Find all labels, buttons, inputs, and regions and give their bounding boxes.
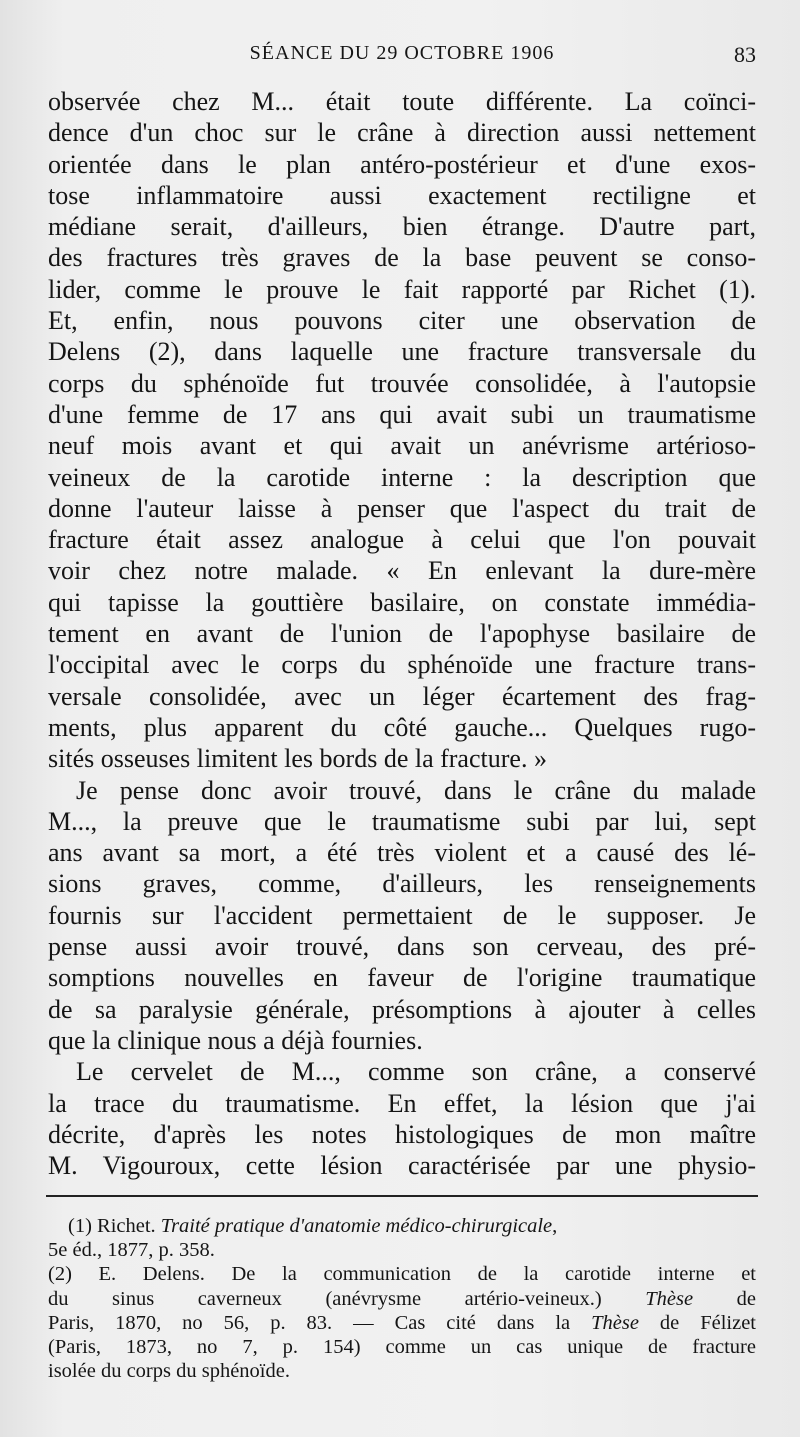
page-header [48,38,756,74]
body-line: sions graves, comme, d'ailleurs, les renseignements [48,869,756,899]
body-line: qui tapisse la gouttière basilaire, on constate immédia- [48,587,756,617]
body-line: la trace du traumatisme. En effet, la lésion que j'ai [48,1088,756,1118]
body-line: d'une femme de 17 ans qui avait subi un traumatisme [48,399,756,429]
body-line: de sa paralysie générale, présomptions à ajouter à celles [48,994,756,1024]
footnote-2-these: Thèse [645,1287,694,1310]
page-number: 83 [734,42,756,67]
body-line: corps du sphénoïde fut trouvée consolidée, à l'autopsie [48,368,756,398]
footnote-2-cont: (Paris, 1873, no 7, p. 154) comme un cas unique de fracture [48,1336,756,1359]
body-line: somptions nouvelles en faveur de l'origine traumatique [48,963,756,993]
footnotes [48,1214,756,1383]
body-line: l'occipital avec le corps du sphénoïde une fracture trans- [48,650,756,680]
footnote-1-title: Traité pratique d'anatomie médico-chirurgicale [160,1215,553,1237]
body-line: observée chez M... était toute différente. La coïnci- [48,87,756,116]
body-line: médiane serait, d'ailleurs, bien étrange. D'autre part, [48,212,756,242]
body-line: voir chez notre malade. « En enlevant la dure-mère [48,556,756,586]
body-line: orientée dans le plan antéro-postérieur et d'une exos- [48,149,756,179]
body-line: dence d'un choc sur le crâne à direction aussi nettement [48,118,756,148]
body-line: Je pense donc avoir trouvé, dans le crâne du malade [76,775,756,805]
body-line: neuf mois avant et qui avait un anévrisme artérioso- [48,431,756,461]
body-line: fracture était assez analogue à celui que l'on pouvait [48,525,756,555]
footnote-2-cont [48,1287,756,1311]
footnote-1 [48,1214,756,1238]
body-line: Le cervelet de M..., comme son crâne, a conservé [76,1057,756,1087]
body-line: sités osseuses limitent les bords de la fracture. » [48,744,547,774]
footnote-1-punct: , [552,1215,558,1237]
body-line: M. Vigouroux, cette lésion caractérisée par une physio- [48,1151,756,1181]
body-line: donne l'auteur laisse à penser que l'aspect du trait de [48,493,756,523]
footnote-divider [46,1195,758,1197]
footnote-2-text: du sinus caverneux (anévrysme artério-veineux.) [48,1287,646,1310]
body-line: ments, plus apparent du côté gauche... Quelques rugo- [48,712,756,742]
body-line: ans avant sa mort, a été très violent et a causé des lé- [48,838,756,868]
footnote-2-cont: isolée du corps du sphénoïde. [48,1360,290,1383]
body-line: M..., la preuve que le traumatisme subi par lui, sept [48,806,756,836]
body-line: que la clinique nous a déjà fournies. [48,1025,423,1055]
footnote-2-text: Paris, 1870, no 56, p. 83. — Cas cité dans la [48,1311,592,1334]
body-line: pense aussi avoir trouvé, dans son cerveau, des pré- [48,932,756,962]
footnote-1-cont: 5e éd., 1877, p. 358. [48,1239,215,1262]
footnote-2-cont [48,1311,756,1335]
footnote-1-author: (1) Richet. [68,1215,161,1237]
body-line: décrite, d'après les notes histologiques de mon maître [48,1119,756,1149]
footnote-2: (2) E. Delens. De la communication de la carotide interne et [48,1263,756,1286]
footnote-2-text: de Félizet [638,1311,756,1334]
body-line: fournis sur l'accident permettaient de le supposer. Je [48,900,756,930]
body-line: versale consolidée, avec un léger écartement des frag- [48,681,756,711]
body-text [48,86,756,1181]
body-line: Delens (2), dans laquelle une fracture transversale du [48,337,756,367]
body-line: tement en avant de l'union de l'apophyse basilaire de [48,619,756,649]
body-line: des fractures très graves de la base peuvent se conso- [48,243,756,273]
footnote-2-text: de [693,1287,756,1310]
body-line: lider, comme le prouve le fait rapporté par Richet (1). [48,274,756,304]
body-line: Et, enfin, nous pouvons citer une observation de [48,306,756,336]
body-line: tose inflammatoire aussi exactement rectiligne et [48,180,756,210]
running-head: SÉANCE DU 29 OCTOBRE 1906 [249,42,555,64]
body-line: veineux de la carotide interne : la description que [48,462,756,492]
footnote-2-these: Thèse [591,1311,639,1334]
